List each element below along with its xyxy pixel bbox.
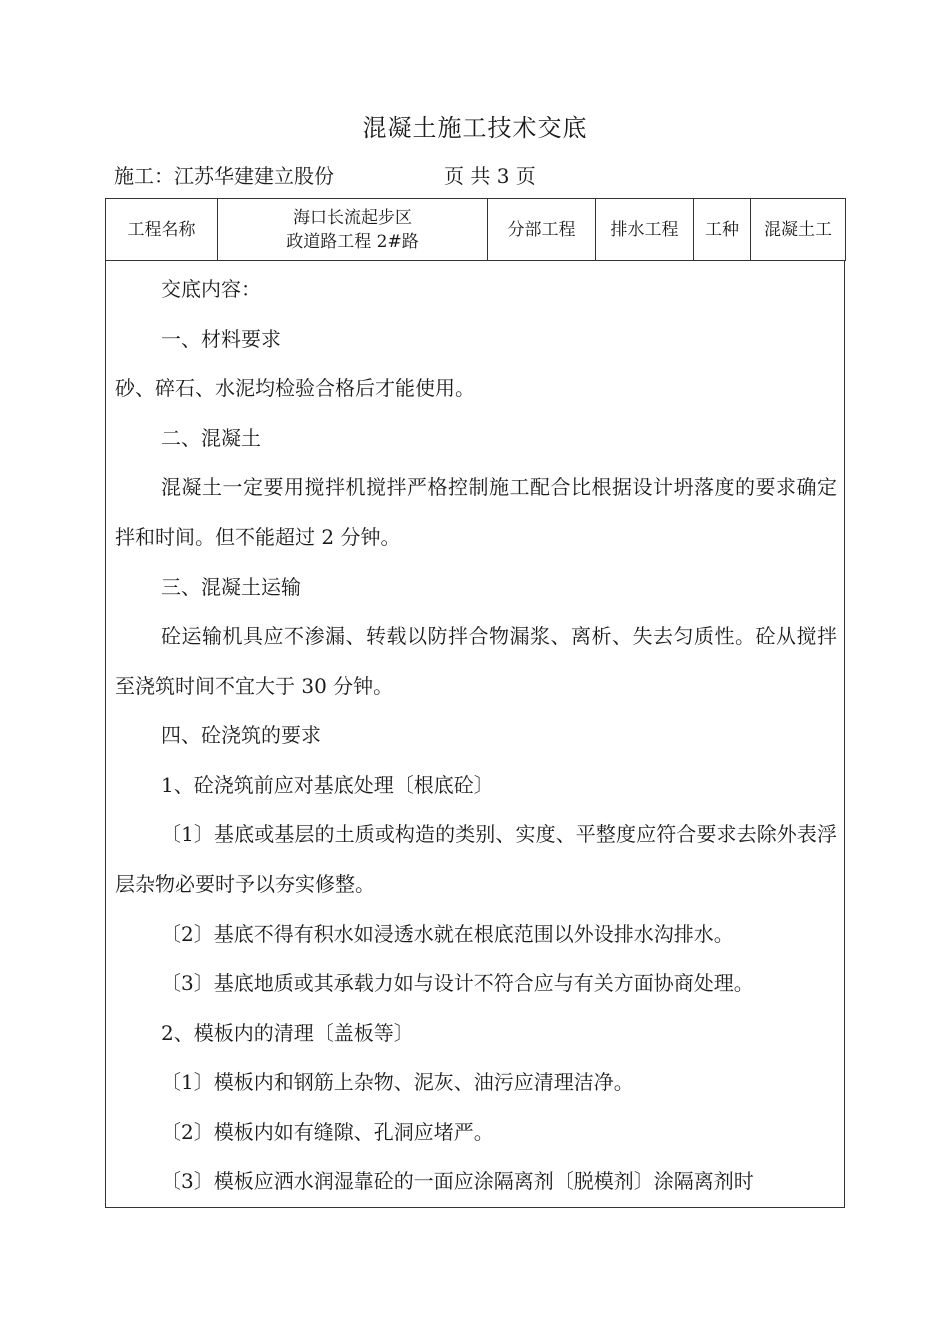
section-4-item-1-2: 〔2〕基底不得有积水如浸透水就在根底范围以外设排水沟排水。: [161, 922, 734, 946]
project-name-value: [218, 199, 488, 261]
section-4-item-2: 2、模板内的清理〔盖板等〕: [161, 1021, 414, 1045]
contractor-text: 施工：江苏华建建立股份: [114, 164, 334, 188]
section-3-text: 砼运输机具应不渗漏、转载以防拌合物漏浆、离析、失去匀质性。砼从搅拌至浇筑时间不宜大于 30 分钟。: [115, 624, 837, 698]
section-4-item-2-3: 〔3〕模板应洒水润湿靠砼的一面应涂隔离剂〔脱模剂〕涂隔离剂时: [161, 1169, 754, 1193]
section-1-heading: 一、材料要求: [161, 327, 281, 351]
disclosure-content: [105, 261, 845, 1208]
project-name-line2: 政道路工程 2#路: [286, 231, 419, 252]
section-4-item-1: 1、砼浇筑前应对基底处理〔根底砼〕: [161, 773, 494, 797]
page-info: 页 共 3 页: [444, 164, 536, 188]
section-4-item-2-1: 〔1〕模板内和钢筋上杂物、泥灰、油污应清理洁净。: [161, 1070, 634, 1094]
section-3-heading: 三、混凝土运输: [161, 575, 301, 599]
trade-value: 混凝土工: [751, 199, 846, 261]
project-name-label: 工程名称: [106, 199, 218, 261]
section-1-text: 砂、碎石、水泥均检验合格后才能使用。: [115, 376, 475, 400]
project-name-line1: 海口长流起步区: [293, 207, 412, 228]
section-2-text: 混凝土一定要用搅拌机搅拌严格控制施工配合比根据设计坍落度的要求确定拌和时间。但不能超过 2 分钟。: [115, 475, 837, 549]
division-value: 排水工程: [596, 199, 694, 261]
section-4-item-2-2: 〔2〕模板内如有缝隙、孔洞应堵严。: [161, 1120, 494, 1144]
document-title: 混凝土施工技术交底: [362, 114, 588, 142]
project-header-table: [105, 198, 846, 261]
division-label: 分部工程: [488, 199, 596, 261]
section-4-item-1-1: 〔1〕基底或基层的土质或构造的类别、实度、平整度应符合要求去除外表浮层杂物必要时予以夯实修整。: [115, 822, 837, 896]
section-2-heading: 二、混凝土: [161, 426, 261, 450]
header-row: [106, 199, 846, 261]
contractor-line: [114, 160, 536, 189]
trade-label: 工种: [694, 199, 751, 261]
intro-label: 交底内容：: [161, 277, 261, 301]
section-4-heading: 四、砼浇筑的要求: [161, 723, 321, 747]
section-4-item-1-3: 〔3〕基底地质或其承载力如与设计不符合应与有关方面协商处理。: [161, 971, 754, 995]
